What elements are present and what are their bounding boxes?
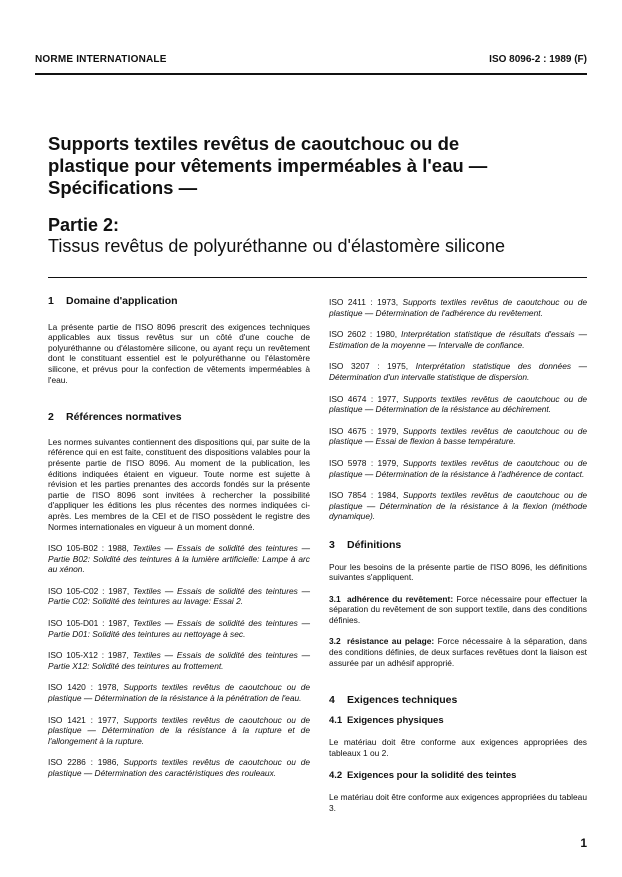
part-number: Partie 2: (48, 215, 120, 235)
reference-item: ISO 2411 : 1973, Supports textiles revêtus de caoutchouc ou de plastique — Détermination de l'adhérence du revêtement. (329, 297, 588, 318)
reference-item: ISO 1421 : 1977, Supports textiles revêtus de caoutchouc ou de plastique — Détermination de la résistance à la rupture et de l'allongement à la rupture. (48, 714, 311, 746)
reference-item: ISO 105-C02 : 1987, Textiles — Essais de solidité des teintures — Partie C02: Solidité des teintures au lavage: Essai 2. (48, 585, 311, 607)
title-line-1: Supports textiles revêtus de caoutchouc ou de (48, 133, 460, 154)
reference-item: ISO 1420 : 1978, Supports textiles revêtus de caoutchouc ou de plastique — Détermination de la résistance à la pénétration de l'eau. (48, 682, 311, 704)
reference-item: ISO 4674 : 1977, Supports textiles revêtus de caoutchouc ou de plastique — Détermination de la résistance au déchirement. (329, 393, 588, 415)
right-column (329, 297, 587, 813)
reference-item: ISO 2602 : 1980, Interprétation statistique de résultats d'essais — Estimation de la moyenne — Intervalle de confiance. (329, 329, 588, 350)
reference-item: ISO 3207 : 1975, Interprétation statistique des données — Détermination d'un intervalle statistique de dispersion. (329, 361, 587, 382)
part-subtitle: Tissus revêtus de polyuréthanne ou d'élastomère silicone (48, 236, 506, 256)
section-4-heading: 4 Exigences techniques (329, 694, 458, 707)
header-standard-number: ISO 8096-2 : 1989 (F) (489, 54, 587, 65)
title-rule (48, 277, 587, 278)
definition-3-2: 3.2 résistance au pelage: Force nécessaire à la séparation, dans des conditions définies, de deux surfaces revêtues dont la liaison est assurée par un adhésif approprié. (329, 636, 587, 668)
header-rule (35, 73, 587, 75)
reference-item: ISO 4675 : 1979, Supports textiles revêtus de caoutchouc ou de plastique — Essai de flexion à basse température. (329, 425, 588, 447)
section-2-heading: 2 Références normatives (48, 411, 182, 424)
section-4-1-heading: 4.1 Exigences physiques (329, 714, 444, 726)
section-4-2-heading: 4.2 Exigences pour la solidité des teintes (329, 769, 517, 781)
document-title (48, 133, 568, 199)
title-line-3: Spécifications — (48, 177, 198, 198)
reference-item: ISO 105-B02 : 1988, Textiles — Essais de solidité des teintures — Partie B02: Solidité des teintures à la lumière artificielle: Lampe à arc au xénon. (48, 543, 310, 575)
reference-item: ISO 105-X12 : 1987, Textiles — Essais de solidité des teintures — Partie X12: Solidité des teintures au frottement. (48, 650, 310, 671)
section-3-heading: 3 Définitions (329, 538, 402, 551)
section-1-heading: 1 Domaine d'application (48, 295, 178, 307)
section-2-text: Les normes suivantes contiennent des dispositions qui, par suite de la référence qui en est faite, constituent des dispositions valables pour la présente partie de l'ISO 8096. Au moment de la publication, les éditions indiquées étaient en vigueur. Toute norme est sujette à révision et les parties prenantes des accords fondés sur la présente partie de l'ISO 8096 sont invitées à rechercher la possibilité d'appliquer les éditions les plus récentes des normes indiquées ci-après. Les membres de la CEI et de l'ISO possèdent le registre des Normes internationales en vigueur à un moment donné. (48, 436, 310, 532)
header-standard-type: NORME INTERNATIONALE (35, 54, 167, 65)
reference-item: ISO 2286 : 1986, Supports textiles revêtus de caoutchouc ou de plastique — Détermination des caractéristiques des rouleaux. (48, 757, 311, 778)
title-line-2: plastique pour vêtements imperméables à l'eau — (48, 155, 488, 176)
reference-item: ISO 5978 : 1979, Supports textiles revêtus de caoutchouc ou de plastique — Détermination de la résistance à l'adhérence de contact. (329, 457, 588, 479)
reference-item: ISO 7854 : 1984, Supports textiles revêtus de caoutchouc ou de plastique — Détermination de la résistance à la flexion (méthode dynamique). (329, 490, 588, 522)
reference-item: ISO 105-D01 : 1987, Textiles — Essais de solidité des teintures — Partie D01: Solidité des teintures au nettoyage à sec. (48, 618, 311, 639)
section-1-text: La présente partie de l'ISO 8096 prescrit des exigences techniques applicables aux tissus revêtus sur un côté d'une couche de polyuréthanne ou d'élastomère silicone, ou ayant reçu un revêtement dont le constituant essentiel est le polyuréthanne ou l'élastomère silicone, et prévus pour la confection de vêtements imperméables à l'eau. (48, 321, 310, 385)
section-4-1-text: Le matériau doit être conforme aux exigences appropriées des tableaux 1 ou 2. (329, 737, 587, 759)
left-column (48, 296, 310, 779)
section-3-text: Pour les besoins de la présente partie de l'ISO 8096, les définitions suivantes s'appliquent. (329, 561, 587, 583)
definition-3-1: 3.1 adhérence du revêtement: Force nécessaire pour effectuer la séparation du revêtement de son support textile, dans des conditions définies. (329, 593, 587, 625)
page-header (35, 54, 587, 66)
page-number: 1 (580, 836, 587, 850)
section-4-2-text: Le matériau doit être conforme aux exigences appropriées du tableau 3. (329, 792, 587, 813)
